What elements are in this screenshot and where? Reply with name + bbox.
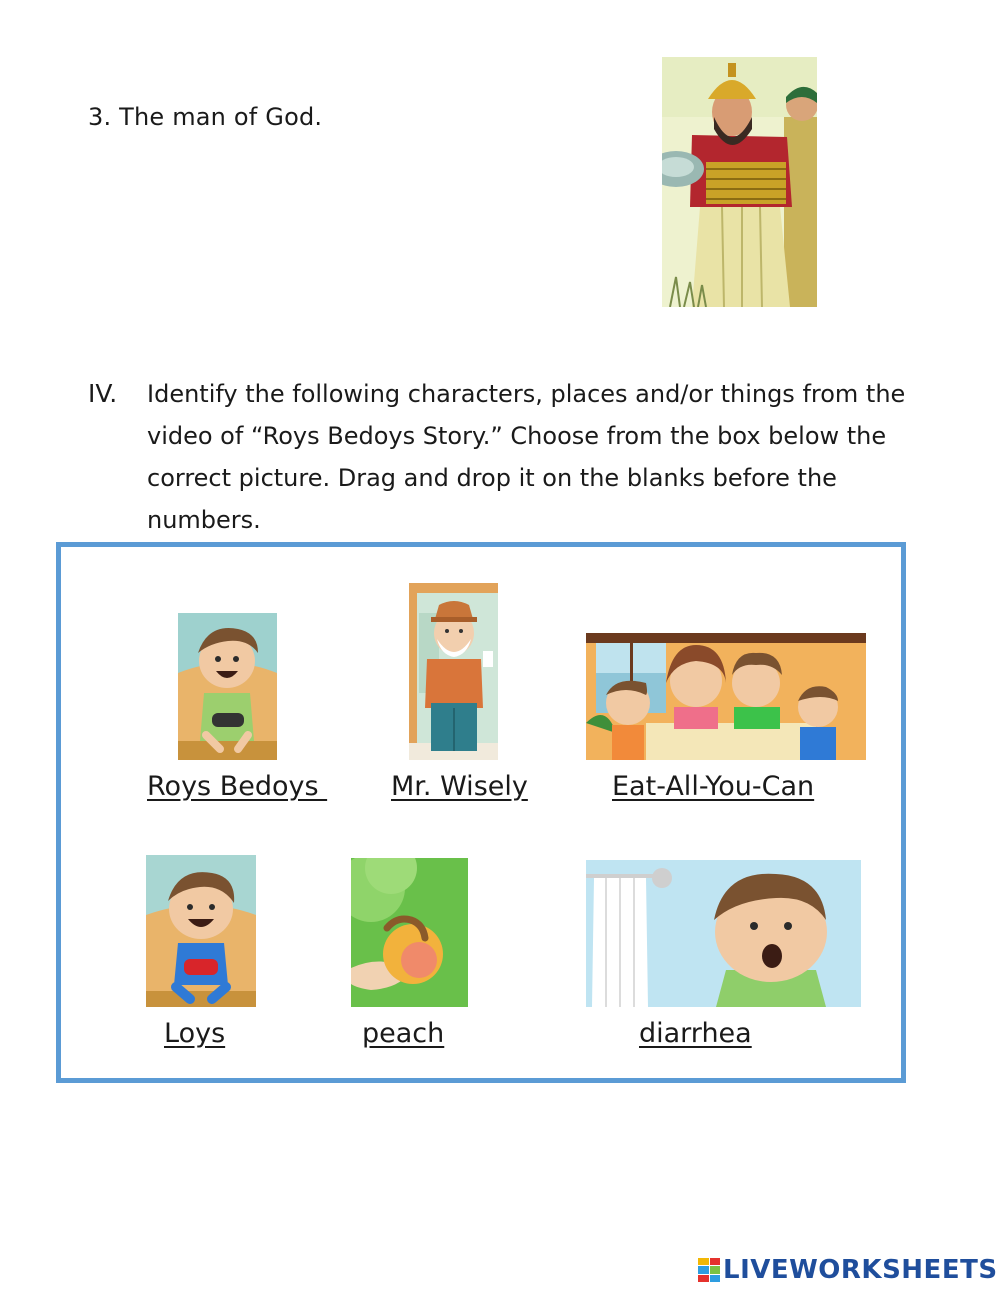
boy-with-controller-icon [178,613,277,760]
old-man-icon [409,583,498,760]
choice-picture-eat-all[interactable] [586,633,866,760]
section-instructions [147,373,905,541]
brand-name: LIVEWORKSHEETS [723,1255,998,1285]
choice-label-roys[interactable]: Roys Bedoys [147,771,328,802]
sick-boy-icon [586,860,861,1007]
choice-label-eat-all[interactable]: Eat-All-You-Can [612,771,815,802]
choice-label-wisely[interactable]: Mr. Wisely [391,771,528,802]
choice-label-loys[interactable]: Loys [164,1018,226,1049]
choice-label-peach[interactable]: peach [362,1018,445,1049]
instruction-line: numbers. [147,506,261,534]
choice-picture-loys[interactable] [146,855,256,1007]
choice-picture-roys[interactable] [178,613,277,760]
brand-tiles-icon [698,1258,720,1282]
choice-picture-diarrhea[interactable] [586,860,861,1007]
instruction-line: correct picture. Drag and drop it on the blanks before the [147,464,837,492]
soldier-illustration-icon [662,57,817,307]
instruction-line: video of “Roys Bedoys Story.” Choose from the box below the [147,422,887,450]
instruction-line: Identify the following characters, places and/or things from the [147,380,906,408]
choice-picture-peach[interactable] [351,858,468,1007]
family-dinner-icon [586,633,866,760]
peach-icon [351,858,468,1007]
soldier-picture [662,57,817,307]
choice-label-diarrhea[interactable]: diarrhea [639,1018,752,1049]
small-boy-icon [146,855,256,1007]
question-3-text: 3. The man of God. [88,103,323,131]
liveworksheets-logo [698,1250,998,1290]
choice-picture-wisely[interactable] [409,583,498,760]
section-number: IV. [88,379,118,408]
